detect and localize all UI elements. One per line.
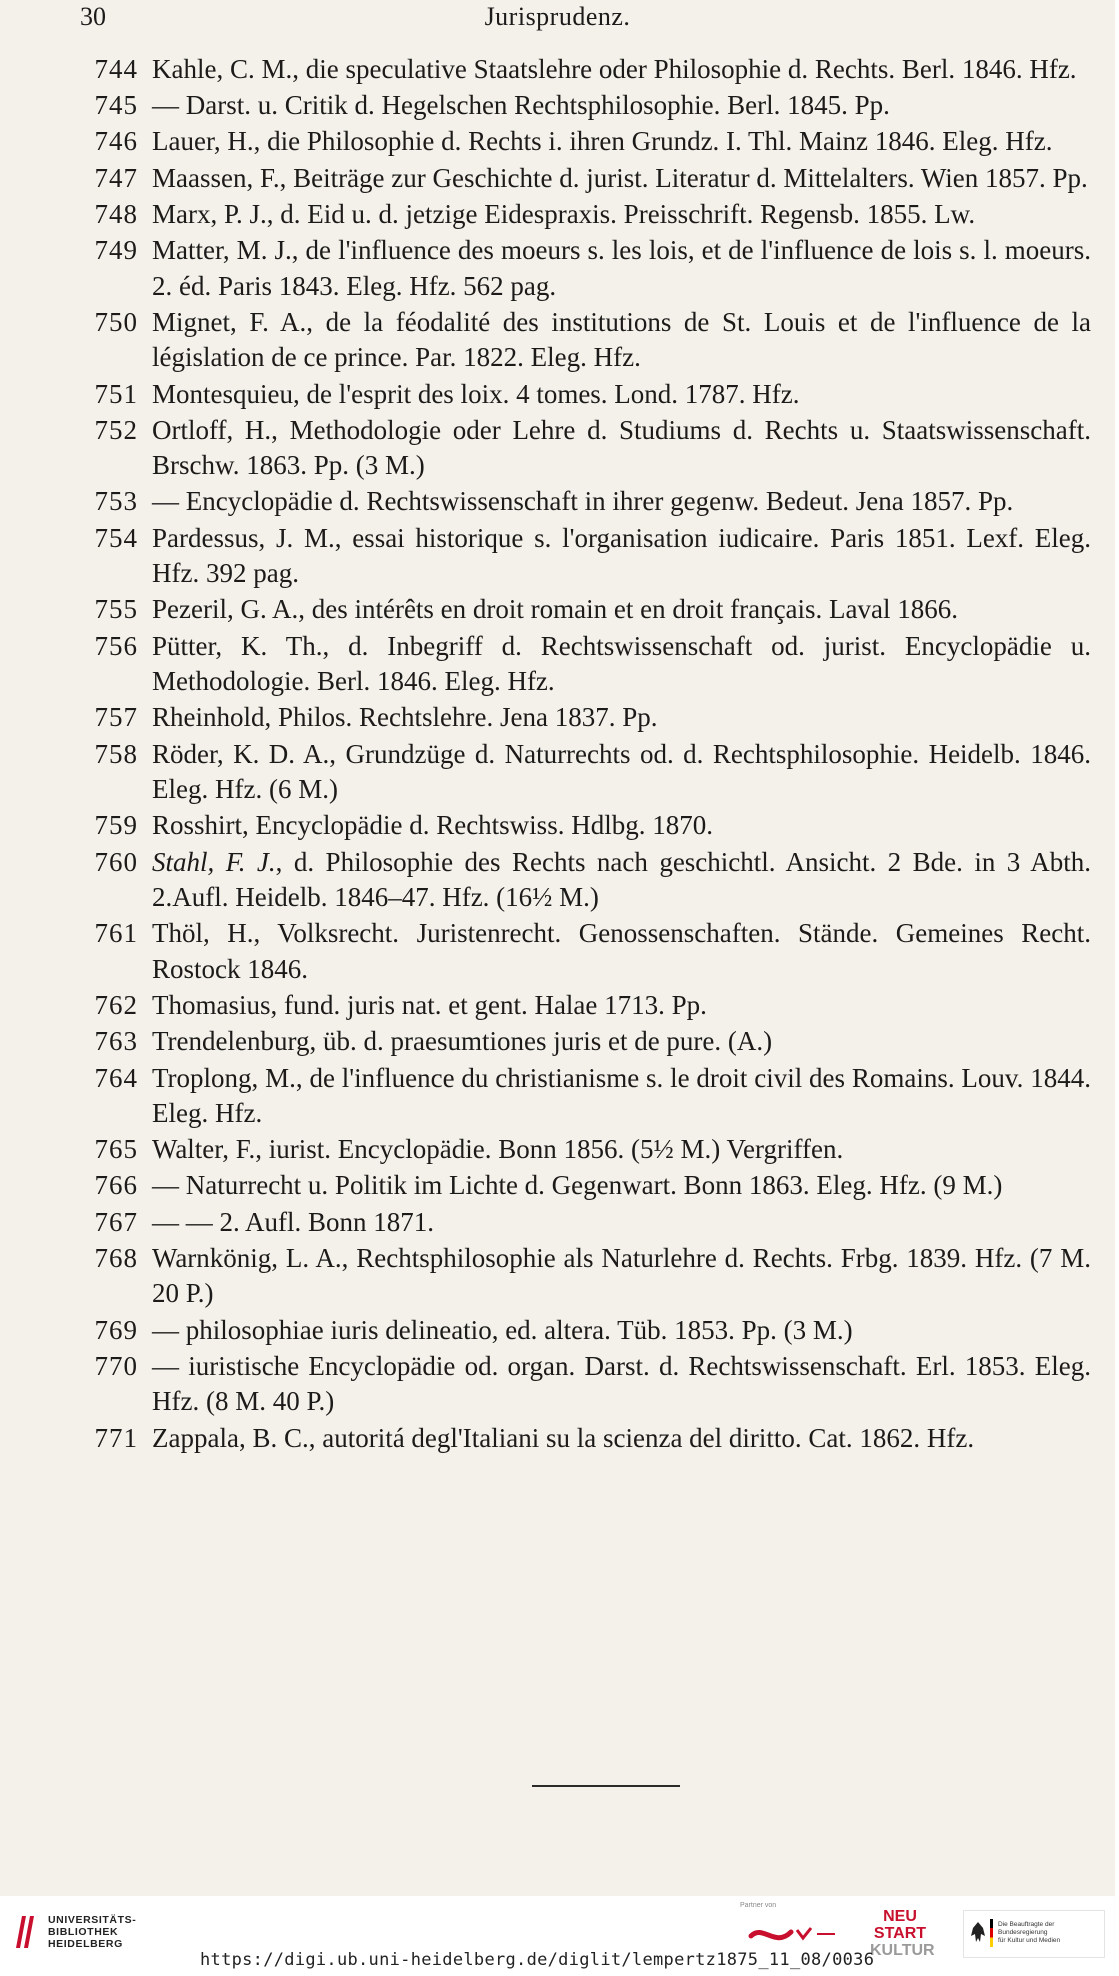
catalogue-entry [0,197,1115,233]
catalogue-entry [0,1024,1115,1060]
entry-text: Walter, F., iurist. Encyclopädie. Bonn 1856. (5½ M.) Vergriffen. [152,1134,844,1165]
partner-logo-icon[interactable] [745,1914,855,1954]
catalogue-entry [0,88,1115,124]
entry-number: 759 [94,810,138,841]
catalogue-entry [0,988,1115,1024]
catalogue-entry [0,845,1115,916]
federal-eagle-icon [970,1920,986,1946]
page-title: Jurisprudenz. [484,2,631,31]
running-head [0,2,1115,38]
catalogue-entry [0,808,1115,844]
source-url[interactable]: https://digi.ub.uni-heidelberg.de/diglit/lempertz1875_11_08/0036 [200,1950,875,1970]
entry-rest: , d. Philosophie des Rechts nach geschichtl. Ansicht. 2 Bde. in 3 Abth. 2.Aufl. Heidelb. 1846–47. Hfz. (16½ M.) [152,846,1091,913]
university-name-line: HEIDELBERG [48,1938,123,1950]
footer-bar [0,1896,1119,1976]
entry-text: Pezeril, G. A., des intérêts en droit romain et en droit français. Laval 1866. [152,594,959,625]
entry-text: Röder, K. D. A., Grundzüge d. Naturrechts od. d. Rechtsphilosophie. Heidelb. 1846. Eleg. Hfz. (6 M.) [152,738,1091,805]
entry-number: 751 [94,378,138,409]
entry-number: 764 [94,1062,138,1093]
entry-text: Thomasius, fund. juris nat. et gent. Halae 1713. Pp. [152,990,707,1021]
catalogue-entry [0,233,1115,304]
entry-text: Lauer, H., die Philosophie d. Rechts i. ihren Grundz. I. Thl. Mainz 1846. Eleg. Hfz. [152,126,1053,157]
entry-number: 767 [94,1206,138,1237]
catalogue-entry [0,377,1115,413]
entry-number: 769 [94,1314,138,1345]
neustart-line: KULTUR [870,1942,935,1959]
entry-number: 768 [94,1242,138,1273]
catalogue-entry [0,916,1115,987]
bkm-text-line: Die Beauftragte der Bundesregierung [998,1921,1055,1936]
library-emblem-icon [12,1912,38,1952]
entry-text: — — 2. Aufl. Bonn 1871. [152,1206,435,1237]
entry-text: Rosshirt, Encyclopädie d. Rechtswiss. Hdlbg. 1870. [152,810,713,841]
entry-number: 755 [94,594,138,625]
entry-number: 771 [94,1422,138,1453]
catalogue-entry [0,700,1115,736]
catalogue-entry [0,737,1115,808]
entry-text: Trendelenburg, üb. d. praesumtiones juris et de pure. (A.) [152,1026,773,1057]
entry-text: Kahle, C. M., die speculative Staatslehre oder Philosophie d. Rechts. Berl. 1846. Hfz. [152,54,1077,84]
entry-text: Pütter, K. Th., d. Inbegriff d. Rechtswissenschaft od. jurist. Encyclopädie u. Methodologie. Berl. 1846. Eleg. Hfz. [152,630,1091,697]
entry-text: Mignet, F. A., de la féodalité des institutions de St. Louis et de l'influence de la législation de ce prince. Par. 1822. Eleg. Hfz. [152,306,1091,373]
entry-number: 744 [94,54,138,84]
entry-text: Rheinhold, Philos. Rechtslehre. Jena 1837. Pp. [152,702,658,733]
entry-number: 747 [94,162,138,193]
entry-text: Warnkönig, L. A., Rechtsphilosophie als Naturlehre d. Rechts. Frbg. 1839. Hfz. (7 M. 20 P.) [152,1242,1091,1309]
closing-rule [532,1785,680,1787]
entry-number: 761 [94,918,138,949]
entry-text: Zappala, B. C., autoritá degl'Italiani su la scienza del diritto. Cat. 1862. Hfz. [152,1422,975,1453]
entry-number: 750 [94,306,138,337]
entry-text: — Darst. u. Critik d. Hegelschen Rechtsphilosophie. Berl. 1845. Pp. [152,90,890,121]
entry-text: Montesquieu, de l'esprit des loix. 4 tomes. Lond. 1787. Hfz. [152,378,800,409]
entry-text: Pardessus, J. M., essai historique s. l'organisation iudicaire. Paris 1851. Lexf. Eleg. Hfz. 392 pag. [152,522,1091,589]
catalogue-entry [0,1241,1115,1312]
entry-number: 762 [94,990,138,1021]
university-name-line: BIBLIOTHEK [48,1926,119,1938]
entry-text [152,845,1091,916]
entry-text: Marx, P. J., d. Eid u. d. jetzige Eidespraxis. Preisschrift. Regensb. 1855. Lw. [152,198,976,229]
entry-text: Troplong, M., de l'influence du christianisme s. le droit civil des Romains. Louv. 1844. Eleg. Hfz. [152,1062,1091,1129]
catalogue-entry [0,1168,1115,1204]
catalogue-entry [0,1313,1115,1349]
catalogue-entry [0,1421,1115,1457]
entry-text: — Encyclopädie d. Rechtswissenschaft in ihrer gegenw. Bedeut. Jena 1857. Pp. [152,486,1014,517]
entry-text: Thöl, H., Volksrecht. Juristenrecht. Genossenschaften. Stände. Gemeines Recht. Rostock 1846. [152,918,1091,984]
entry-author: Stahl, F. J. [152,846,276,877]
bkm-logo[interactable] [963,1910,1105,1958]
catalogue-entry [0,521,1115,592]
neustart-kultur-logo[interactable] [870,1908,935,1959]
neustart-line: START [873,1925,927,1942]
entry-text: Maassen, F., Beiträge zur Geschichte d. jurist. Literatur d. Mittelalters. Wien 1857. Pp. [152,162,1088,193]
entry-number: 766 [94,1170,138,1201]
page-number: 30 [80,2,106,31]
catalogue-entry [0,52,1115,88]
catalogue-entries [0,52,1115,1456]
entry-number: 756 [94,630,138,661]
entry-number: 748 [94,198,138,229]
catalogue-entry [0,124,1115,160]
entry-text: — philosophiae iuris delineatio, ed. altera. Tüb. 1853. Pp. (3 M.) [152,1314,853,1345]
partner-label: Partner von [740,1902,777,1909]
entry-number: 757 [94,702,138,733]
entry-number: 749 [94,234,138,265]
entry-number: 746 [94,126,138,157]
bkm-text-line: für Kultur und Medien [998,1937,1061,1944]
entry-text: — iuristische Encyclopädie od. organ. Darst. d. Rechtswissenschaft. Erl. 1853. Eleg. Hfz. (8 M. 40 P.) [152,1350,1091,1417]
entry-number: 745 [94,90,138,121]
entry-text: — Naturrecht u. Politik im Lichte d. Gegenwart. Bonn 1863. Eleg. Hfz. (9 M.) [152,1170,1003,1201]
catalogue-entry [0,629,1115,700]
entry-number: 763 [94,1026,138,1057]
university-logo[interactable] [12,1912,136,1952]
catalogue-entry [0,1205,1115,1241]
catalogue-entry [0,592,1115,628]
entry-number: 765 [94,1134,138,1165]
catalogue-entry [0,413,1115,484]
catalogue-entry [0,305,1115,376]
catalogue-entry [0,1132,1115,1168]
entry-number: 753 [94,486,138,517]
university-name-line: UNIVERSITÄTS- [48,1914,137,1926]
entry-number: 758 [94,738,138,769]
entry-text: Ortloff, H., Methodologie oder Lehre d. Studiums d. Rechts u. Staatswissenschaft. Brschw. 1863. Pp. (3 M.) [152,414,1091,481]
entry-number: 752 [94,414,138,445]
entry-number: 760 [94,846,138,877]
flag-bars [990,1919,993,1947]
entry-text: Matter, M. J., de l'influence des moeurs s. les lois, et de l'influence de lois s. l. moeurs. 2. éd. Paris 1843. Eleg. Hfz. 562 pag. [152,234,1091,301]
entry-number: 770 [94,1350,138,1381]
catalogue-entry [0,161,1115,197]
catalogue-entry [0,1349,1115,1420]
catalogue-entry [0,484,1115,520]
neustart-line: NEU [883,1908,917,1925]
catalogue-entry [0,1061,1115,1132]
entry-number: 754 [94,522,138,553]
